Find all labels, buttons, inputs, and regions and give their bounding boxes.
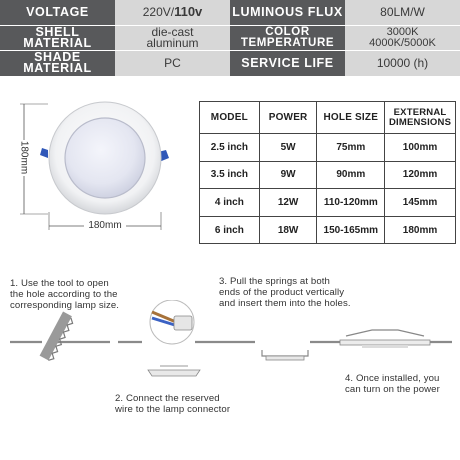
cell-model: 2.5 inch — [200, 134, 260, 162]
cell-hole: 75mm — [317, 134, 385, 162]
spec-row-shell — [0, 26, 460, 51]
service-life-value: 10000 (h) — [345, 51, 460, 76]
step-4-line1: 4. Once installed, you — [345, 373, 440, 384]
shell-material-line1: die-cast — [151, 25, 194, 40]
cell-ext: 120mm — [385, 161, 456, 189]
voltage-value-a: 220V/ — [142, 5, 175, 20]
cell-power: 18W — [259, 216, 317, 244]
cell-hole: 150-165mm — [317, 216, 385, 244]
header-hole-size: HOLE SIZE — [317, 102, 385, 134]
step-1-line2: the hole according to the — [10, 289, 118, 300]
luminous-flux-value: 80LM/W — [345, 0, 460, 25]
header-ext-line2: DIMENSIONS — [388, 116, 452, 128]
color-temperature-value — [345, 26, 460, 51]
spec-row-shade — [0, 51, 460, 76]
table-row — [200, 189, 456, 217]
saw-tool-icon — [40, 312, 76, 363]
cell-model: 4 inch — [200, 189, 260, 217]
lamp-installed-icon — [340, 330, 430, 348]
shell-material-line2: aluminum — [146, 35, 199, 50]
shell-material-label: SHELL MATERIAL — [0, 26, 115, 51]
lamp-insert-icon — [262, 350, 308, 360]
header-external-dimensions — [385, 102, 456, 134]
header-power: POWER — [259, 102, 317, 134]
step-3-line3: and insert them into the holes. — [219, 298, 351, 309]
voltage-value — [115, 0, 230, 25]
table-row — [200, 161, 456, 189]
lamp-lens — [65, 118, 145, 198]
downlight-illustration — [18, 100, 188, 235]
size-table — [199, 101, 456, 244]
step-2-line1: 2. Connect the reserved — [115, 393, 220, 404]
width-dimension-label: 180mm — [88, 220, 122, 231]
cell-ext: 180mm — [385, 216, 456, 244]
spec-bar — [0, 0, 460, 74]
wire-connector-icon — [150, 300, 194, 344]
color-temperature-label — [230, 26, 345, 51]
table-header-row — [200, 102, 456, 134]
spec-row-voltage — [0, 0, 460, 25]
step-1-line3: corresponding lamp size. — [10, 300, 120, 311]
service-life-label: SERVICE LIFE — [230, 51, 345, 76]
step-3-line2: ends of the product vertically — [219, 287, 345, 298]
step-4-line2: can turn on the power — [345, 384, 440, 395]
color-temperature-line1: 3000K — [386, 26, 419, 39]
cell-power: 5W — [259, 134, 317, 162]
spring-clip-left — [40, 148, 48, 158]
color-temperature-label-line2: TEMPERATURE — [240, 36, 335, 49]
cell-ext: 100mm — [385, 134, 456, 162]
height-dimension-label: 180mm — [18, 140, 30, 175]
color-temperature-line2: 4000K/5000K — [369, 36, 436, 49]
cell-ext: 145mm — [385, 189, 456, 217]
cell-hole: 90mm — [317, 161, 385, 189]
installation-illustration — [0, 300, 460, 400]
voltage-value-b: 110v — [174, 4, 203, 20]
shade-material-label: SHADE MATERIAL — [0, 51, 115, 76]
cell-power: 12W — [259, 189, 317, 217]
header-ext-line1: EXTERNAL — [393, 107, 447, 118]
shade-material-value: PC — [115, 51, 230, 76]
table-row — [200, 134, 456, 162]
cell-power: 9W — [259, 161, 317, 189]
step-1-line1: 1. Use the tool to open — [10, 278, 109, 289]
lamp-hanging-icon — [148, 366, 200, 376]
cell-hole: 110-120mm — [317, 189, 385, 217]
header-model: MODEL — [200, 102, 260, 134]
luminous-flux-label: LUMINOUS FLUX — [230, 0, 345, 25]
cell-model: 6 inch — [200, 216, 260, 244]
table-row — [200, 216, 456, 244]
cell-model: 3.5 inch — [200, 161, 260, 189]
step-2-line2: wire to the lamp connector — [115, 404, 231, 415]
product-diagram — [18, 100, 188, 235]
shell-material-value — [115, 26, 230, 51]
voltage-label: VOLTAGE — [0, 0, 115, 25]
step-3-line1: 3. Pull the springs at both — [219, 276, 330, 287]
color-temperature-label-line1: COLOR — [265, 25, 310, 38]
